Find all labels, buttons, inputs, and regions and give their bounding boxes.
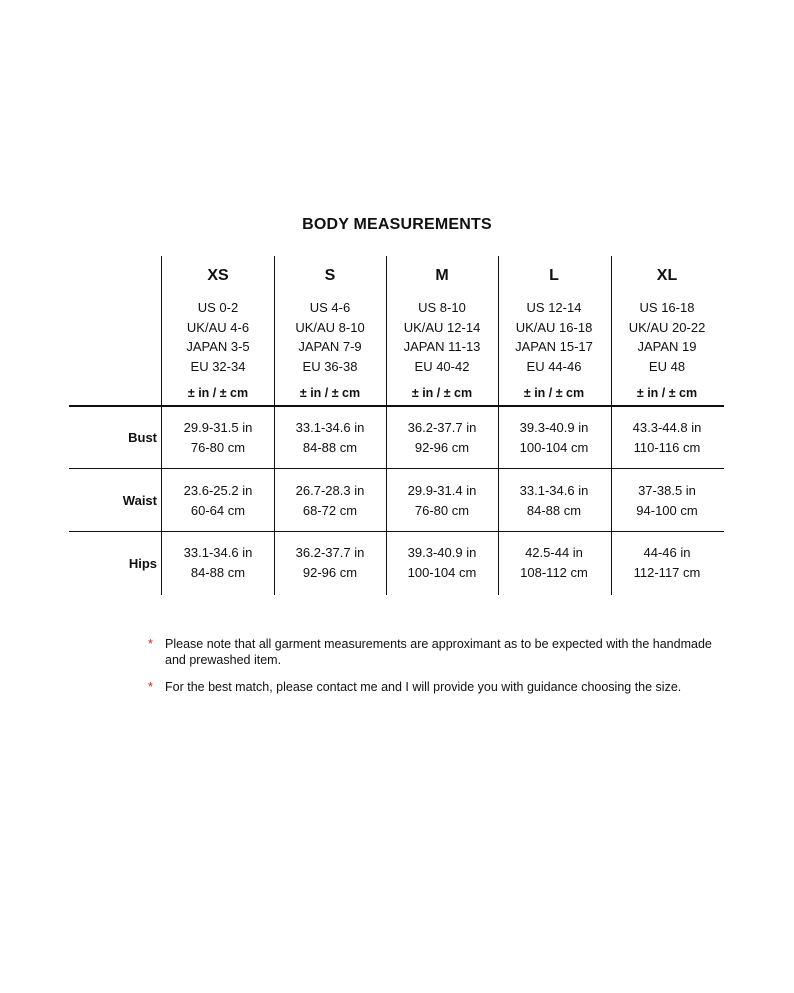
eu-size: EU 48	[648, 358, 686, 374]
size-header-l: L	[549, 267, 559, 284]
table-cell	[162, 418, 274, 458]
table-cell	[274, 418, 386, 458]
table-cell	[498, 543, 610, 583]
row-label-bust: Bust	[128, 430, 157, 445]
japan-size: JAPAN 7-9	[298, 339, 362, 354]
table-cell	[611, 418, 723, 458]
table-cell	[162, 481, 274, 521]
inches-value: 39.3-40.9 in	[519, 420, 589, 435]
inches-value: 26.7-28.3 in	[295, 483, 365, 498]
row-label-hips: Hips	[128, 556, 157, 571]
inches-value: 29.9-31.5 in	[183, 420, 253, 435]
table-cell	[386, 543, 498, 583]
inches-value: 39.3-40.9 in	[407, 545, 477, 560]
notes-section	[148, 636, 725, 695]
table-cell	[274, 481, 386, 521]
unit-label: ± in / ± cm	[411, 386, 473, 400]
cm-value: 94-100 cm	[636, 503, 698, 518]
eu-size: EU 44-46	[526, 358, 582, 374]
inches-value: 44-46 in	[643, 545, 691, 560]
cm-value: 84-88 cm	[302, 440, 358, 455]
unit-label: ± in / ± cm	[299, 386, 361, 400]
japan-size: JAPAN 11-13	[403, 339, 481, 354]
row-divider	[69, 468, 724, 469]
japan-size: JAPAN 3-5	[186, 339, 250, 354]
cm-value: 84-88 cm	[190, 565, 246, 580]
us-size: US 0-2	[197, 300, 239, 315]
japan-size: JAPAN 19	[637, 339, 697, 354]
cm-value: 112-117 cm	[633, 565, 701, 580]
size-conversion-xs	[162, 298, 274, 376]
unit-label: ± in / ± cm	[523, 386, 585, 400]
inches-value: 33.1-34.6 in	[295, 420, 365, 435]
cm-value: 84-88 cm	[526, 503, 582, 518]
eu-size: EU 32-34	[190, 358, 246, 374]
ukau-size: UK/AU 16-18	[515, 319, 593, 335]
inches-value: 36.2-37.7 in	[295, 545, 365, 560]
table-cell	[611, 481, 723, 521]
us-size: US 12-14	[526, 300, 582, 315]
us-size: US 4-6	[309, 300, 351, 315]
note-text: Please note that all garment measurements are approximant as to be expected with the handmade and prewashed item.	[165, 637, 712, 667]
inches-value: 37-38.5 in	[638, 483, 696, 498]
table-cell	[162, 543, 274, 583]
table-cell	[386, 418, 498, 458]
japan-size: JAPAN 15-17	[515, 339, 593, 354]
table-cell	[611, 543, 723, 583]
size-header-xl: XL	[656, 267, 678, 284]
inches-value: 23.6-25.2 in	[183, 483, 253, 498]
ukau-size: UK/AU 8-10	[295, 319, 365, 335]
size-header-xs: XS	[207, 267, 229, 284]
table-cell	[386, 481, 498, 521]
cm-value: 68-72 cm	[302, 503, 358, 518]
table-cell	[498, 418, 610, 458]
inches-value: 33.1-34.6 in	[519, 483, 589, 498]
cm-value: 76-80 cm	[190, 440, 246, 455]
cm-value: 100-104 cm	[519, 440, 589, 455]
cm-value: 100-104 cm	[407, 565, 477, 580]
cm-value: 76-80 cm	[414, 503, 470, 518]
size-conversion-xl	[611, 298, 723, 376]
note-item	[148, 679, 725, 695]
unit-label: ± in / ± cm	[187, 386, 249, 400]
inches-value: 29.9-31.4 in	[407, 483, 477, 498]
size-conversion-s	[274, 298, 386, 376]
us-size: US 8-10	[418, 300, 466, 315]
cm-value: 92-96 cm	[414, 440, 470, 455]
size-header-s: S	[324, 267, 336, 284]
row-divider	[69, 531, 724, 532]
table-cell	[274, 543, 386, 583]
cm-value: 110-116 cm	[633, 440, 701, 455]
cm-value: 60-64 cm	[190, 503, 246, 518]
unit-label: ± in / ± cm	[636, 386, 698, 400]
ukau-size: UK/AU 20-22	[628, 319, 706, 335]
inches-value: 43.3-44.8 in	[632, 420, 702, 435]
note-text: For the best match, please contact me and I will provide you with guidance choosing the size.	[165, 680, 682, 694]
eu-size: EU 36-38	[302, 358, 358, 374]
ukau-size: UK/AU 12-14	[403, 319, 481, 335]
size-conversion-m	[386, 298, 498, 376]
asterisk-icon: *	[148, 680, 153, 694]
header-divider	[69, 405, 724, 407]
size-conversion-l	[498, 298, 610, 376]
eu-size: EU 40-42	[414, 358, 470, 374]
size-header-m: M	[435, 267, 449, 284]
inches-value: 36.2-37.7 in	[407, 420, 477, 435]
page-title: BODY MEASUREMENTS	[302, 216, 492, 233]
inches-value: 42.5-44 in	[525, 545, 583, 560]
inches-value: 33.1-34.6 in	[183, 545, 253, 560]
table-cell	[498, 481, 610, 521]
note-item	[148, 636, 725, 668]
cm-value: 92-96 cm	[302, 565, 358, 580]
us-size: US 16-18	[639, 300, 695, 315]
ukau-size: UK/AU 4-6	[186, 319, 250, 335]
asterisk-icon: *	[148, 637, 153, 651]
row-label-waist: Waist	[122, 493, 157, 508]
cm-value: 108-112 cm	[520, 565, 588, 580]
